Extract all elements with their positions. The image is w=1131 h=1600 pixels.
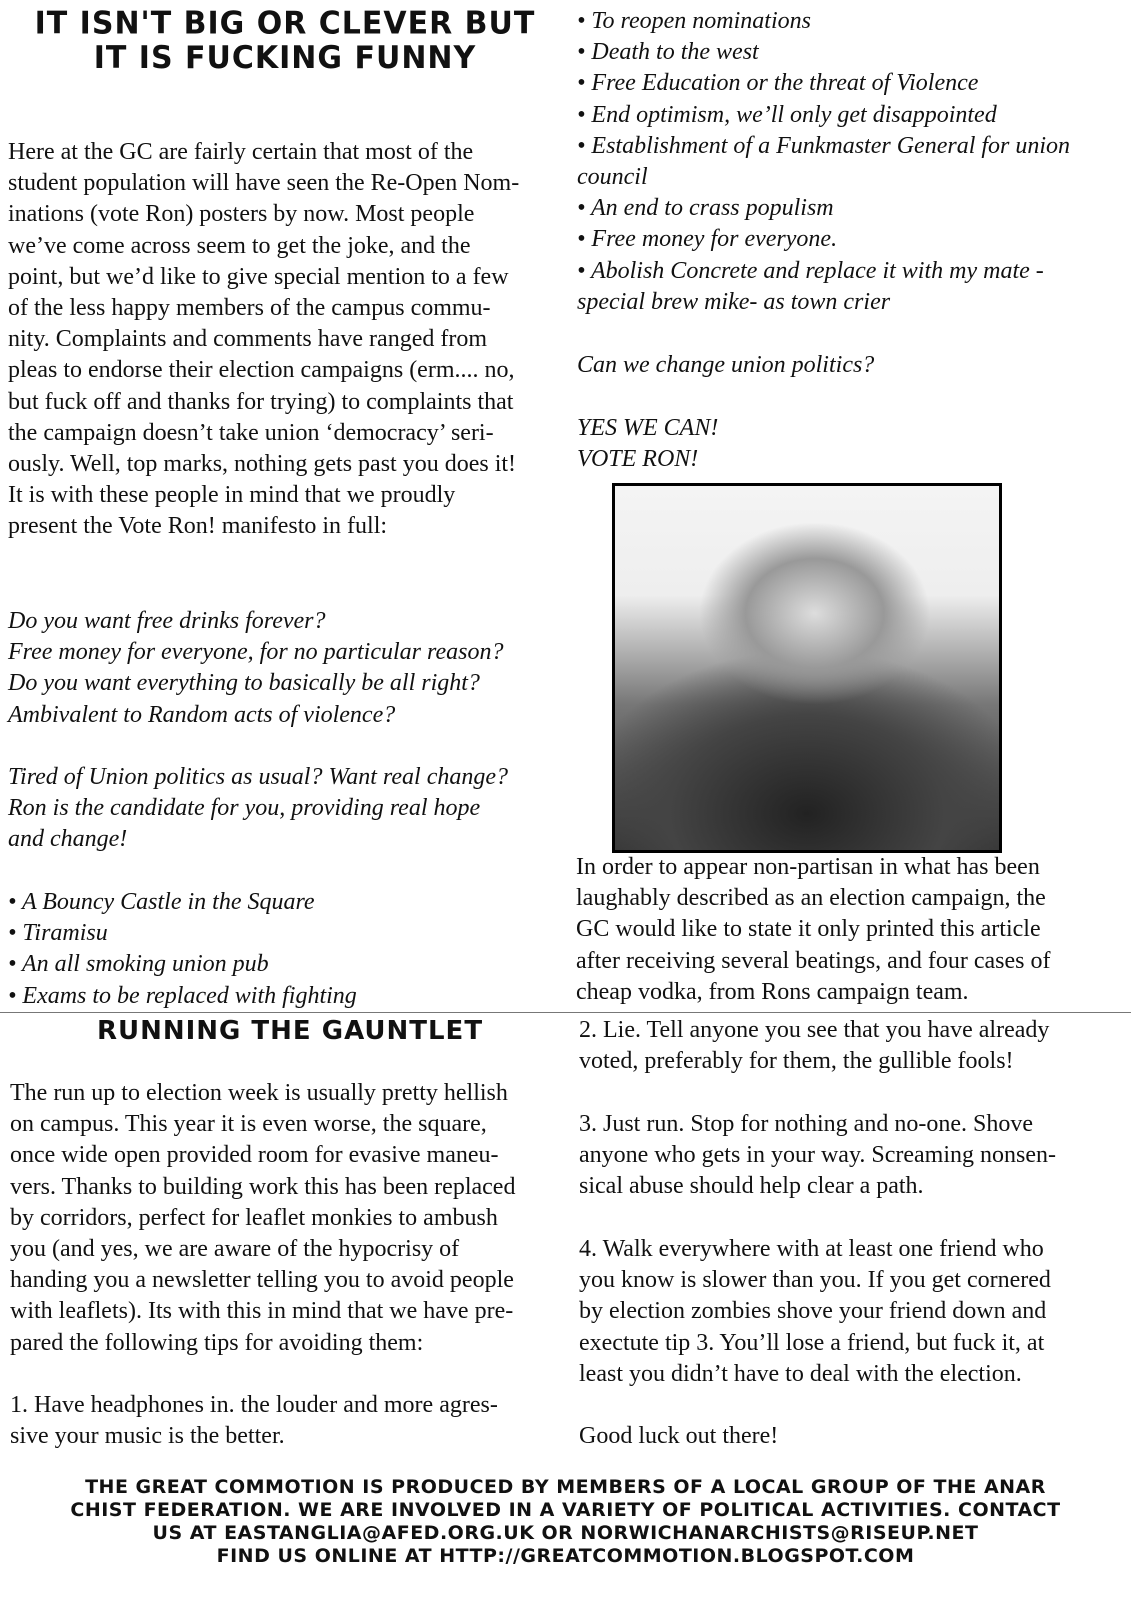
text-line: CHIST FEDERATION. WE ARE INVOLVED IN A VARIETY OF POLITICAL ACTIVITIES. CONTACT [70, 1499, 1061, 1521]
text-line: VOTE RON! [577, 446, 699, 473]
footer-credits [0, 1476, 1131, 1568]
text-line: by corridors, perfect for leaflet monkies to ambush [10, 1204, 498, 1231]
text-line: US AT EASTANGLIA@AFED.ORG.UK OR NORWICHANARCHISTS@RISEUP.NET [152, 1522, 979, 1544]
text-line: • To reopen nominations [577, 8, 811, 34]
text-line: by election zombies shove your friend down and [579, 1298, 1047, 1325]
text-line: 4. Walk everywhere with at least one friend who [579, 1236, 1044, 1262]
text-line: but fuck off and thanks for trying) to complaints that [8, 388, 514, 415]
text-line: • Abolish Concrete and replace it with my mate - [577, 257, 1044, 284]
change-question [577, 350, 874, 381]
text-line: of the less happy members of the campus commu- [8, 295, 491, 322]
text-line: Ambivalent to Random acts of violence? [8, 701, 396, 728]
intro-paragraph [8, 137, 519, 543]
text-line: IT ISN'T BIG OR CLEVER BUT [34, 4, 536, 42]
text-line: you know is slower than you. If you get cornered [579, 1267, 1051, 1294]
text-line: FIND US ONLINE AT HTTP://GREATCOMMOTION.BLOGSPOT.COM [216, 1545, 915, 1567]
text-line: • Death to the west [577, 39, 759, 66]
ron-photo [612, 483, 1002, 853]
text-line: Here at the GC are fairly certain that most of the [8, 139, 474, 165]
manifesto-bullets-right [577, 6, 1070, 318]
tip-4 [579, 1234, 1051, 1390]
text-line: • A Bouncy Castle in the Square [8, 889, 315, 915]
gauntlet-intro [10, 1078, 515, 1359]
text-line: exectute tip 3. You’ll lose a friend, but fuck it, at [579, 1329, 1045, 1356]
section-title [0, 1016, 580, 1046]
text-line: Ron is the candidate for you, providing real hope [8, 795, 481, 822]
text-line: you (and yes, we are aware of the hypocrisy of [10, 1236, 460, 1263]
manifesto-bullets-left [8, 887, 357, 1012]
text-line: • End optimism, we’ll only get disappointed [577, 101, 997, 128]
text-line: the campaign doesn’t take union ‘democracy’ seri- [8, 419, 494, 446]
tip-3 [579, 1109, 1056, 1203]
text-line: • Establishment of a Funkmaster General for union [577, 132, 1071, 159]
nonpartisan-paragraph [576, 852, 1050, 1008]
text-line: Do you want everything to basically be all right? [8, 670, 480, 697]
text-line: nity. Complaints and comments have ranged from [8, 326, 488, 353]
text-line: special brew mike- as town crier [577, 288, 891, 315]
text-line: on campus. This year it is even worse, the square, [10, 1111, 487, 1138]
text-line: • Free Education or the threat of Violence [577, 70, 979, 97]
text-line: with leaflets). Its with this in mind that we have pre- [10, 1298, 514, 1325]
text-line: • An end to crass populism [577, 195, 834, 222]
text-line: Free money for everyone, for no particular reason? [8, 639, 504, 666]
text-line: and change! [8, 826, 128, 853]
text-line: • Tiramisu [8, 920, 108, 947]
text-line: student population will have seen the Re-Open Nom- [8, 170, 520, 197]
text-line: sical abuse should help clear a path. [579, 1173, 924, 1200]
text-line: least you didn’t have to deal with the election. [579, 1360, 1022, 1387]
text-line: GC would like to state it only printed this article [576, 916, 1041, 943]
text-line: • Free money for everyone. [577, 226, 838, 253]
text-line: cheap vodka, from Rons campaign team. [576, 978, 969, 1005]
text-line: after receiving several beatings, and four cases of [576, 947, 1051, 974]
text-line: RUNNING THE GAUNTLET [96, 1016, 484, 1046]
section-divider [0, 1012, 1131, 1013]
text-line: vers. Thanks to building work this has been replaced [10, 1173, 516, 1200]
good-luck [579, 1421, 778, 1452]
tip-1 [10, 1390, 498, 1452]
text-line: YES WE CAN! [577, 415, 719, 441]
text-line: IT IS FUCKING FUNNY [93, 39, 477, 77]
text-line: Can we change union politics? [577, 352, 875, 378]
article-title [0, 6, 570, 75]
text-line: council [577, 164, 648, 191]
text-line: Do you want free drinks forever? [8, 608, 326, 634]
slogan [577, 413, 718, 475]
text-line: Tired of Union politics as usual? Want real change? [8, 764, 509, 790]
text-line: present the Vote Ron! manifesto in full: [8, 513, 388, 540]
text-line: In order to appear non-partisan in what has been [576, 854, 1040, 880]
text-line: The run up to election week is usually pretty hellish [10, 1080, 508, 1106]
text-line: • Exams to be replaced with fighting [8, 982, 357, 1009]
text-line: 3. Just run. Stop for nothing and no-one. Shove [579, 1111, 1033, 1137]
text-line: pleas to endorse their election campaigns (erm.... no, [8, 357, 515, 384]
text-line: we’ve come across seem to get the joke, and the [8, 232, 471, 259]
text-line: voted, preferably for them, the gullible fools! [579, 1048, 1014, 1075]
manifesto-questions [8, 606, 503, 731]
text-line: • An all smoking union pub [8, 951, 269, 978]
text-line: It is with these people in mind that we proudly [8, 482, 456, 509]
text-line: pared the following tips for avoiding them: [10, 1329, 424, 1356]
text-line: 2. Lie. Tell anyone you see that you have already [579, 1017, 1050, 1043]
text-line: laughably described as an election campaign, the [576, 885, 1046, 912]
text-line: point, but we’d like to give special mention to a few [8, 263, 509, 290]
text-line: anyone who gets in your way. Screaming nonsen- [579, 1142, 1056, 1169]
manifesto-pitch [8, 762, 508, 856]
text-line: once wide open provided room for evasive maneu- [10, 1142, 499, 1169]
text-line: 1. Have headphones in. the louder and more agres- [10, 1392, 498, 1418]
text-line: handing you a newsletter telling you to avoid people [10, 1267, 514, 1294]
text-line: inations (vote Ron) posters by now. Most people [8, 201, 475, 228]
text-line: Good luck out there! [579, 1423, 779, 1449]
text-line: THE GREAT COMMOTION IS PRODUCED BY MEMBERS OF A LOCAL GROUP OF THE ANAR [85, 1476, 1046, 1498]
text-line: sive your music is the better. [10, 1423, 285, 1450]
text-line: ously. Well, top marks, nothing gets past you does it! [8, 451, 517, 478]
tip-2 [579, 1015, 1049, 1077]
